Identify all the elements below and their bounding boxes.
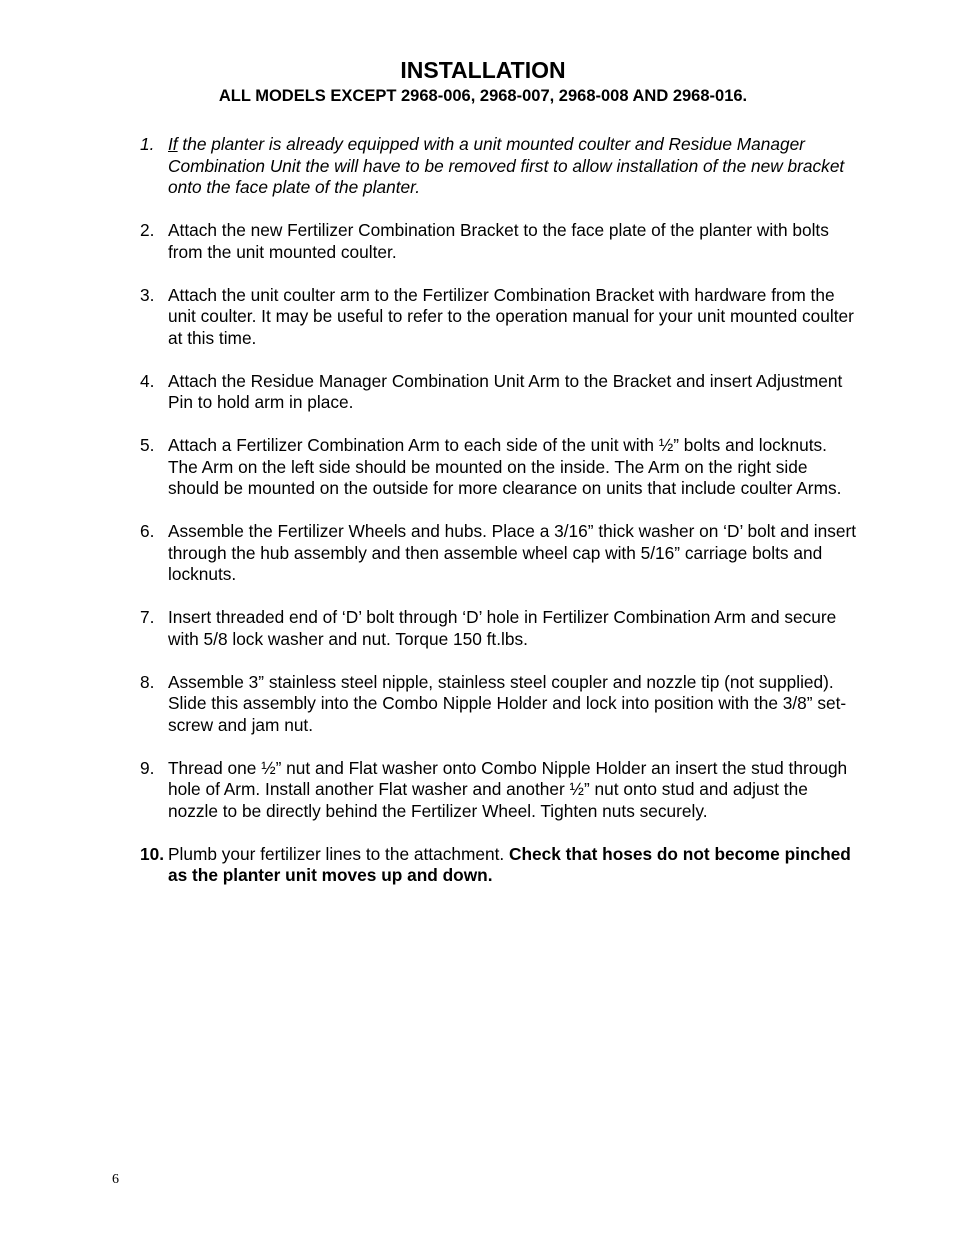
step-text-body: Plumb your fertilizer lines to the attachment. [168,843,509,864]
page-title: INSTALLATION [400,57,566,83]
step-item [0,134,858,199]
step-number: 4. [140,370,155,391]
step-number: 3. [140,284,155,305]
step-text [168,134,844,197]
step-text: Assemble the Fertilizer Wheels and hubs. Place a 3/16” thick washer on ‘D’ bolt and insert through the hub assembly and then assemble wheel cap with 5/16” carriage bolts and locknuts. [168,521,857,584]
step-text: Attach the unit coulter arm to the Fertilizer Combination Bracket with hardware from the unit coulter. It may be useful to refer to the operation manual for your unit mounted coulter at this time. [168,284,854,348]
step-emphasis-word: If [168,134,178,154]
step-number: 1. [140,134,155,154]
step-text: Attach the new Fertilizer Combination Bracket to the face plate of the planter with bolts from the unit mounted coulter. [168,220,829,262]
step-text-body: the planter is already equipped with a unit mounted coulter and Residue Manager Combination Unit the will have to be removed first to allow installation of the new bracket onto the face plate of the planter. [168,134,845,197]
page-subtitle: ALL MODELS EXCEPT 2968-006, 2968-007, 2968-008 AND 2968-016. [218,87,748,105]
installation-steps [0,134,954,908]
step-item [0,371,858,414]
step-number: 8. [140,671,155,692]
step-number: 10. [140,843,165,864]
step-number: 9. [140,757,155,778]
step-item [0,220,858,263]
step-number: 6. [140,521,155,541]
step-item [0,758,858,823]
step-item [0,435,858,500]
step-item [0,844,858,887]
step-item [0,672,858,737]
page-number: 6 [112,1172,119,1187]
step-item [0,521,858,586]
step-number: 5. [140,435,155,455]
step-text: Thread one ½” nut and Flat washer onto Combo Nipple Holder an insert the stud through hole of Arm. Install another Flat washer and another ½” nut onto stud and adjust the nozzle to be directly behind the Fertilizer Wheel. Tighten nuts securely. [168,757,848,821]
step-text: Insert threaded end of ‘D’ bolt through ‘D’ hole in Fertilizer Combination Arm and secure with 5/8 lock washer and nut. Torque 150 ft.lbs. [168,607,837,649]
step-text: Assemble 3” stainless steel nipple, stainless steel coupler and nozzle tip (not supplied). Slide this assembly into the Combo Nipple Holder and lock into position with the 3/8” set-screw and jam nut. [168,671,847,735]
step-number: 2. [140,220,155,240]
step-text: Attach the Residue Manager Combination Unit Arm to the Bracket and insert Adjustment Pin to hold arm in place. [168,370,843,412]
step-text: Attach a Fertilizer Combination Arm to each side of the unit with ½” bolts and locknuts. The Arm on the left side should be mounted on the inside. The Arm on the right side should be mounted on the outside for more clearance on units that include coulter Arms. [168,435,842,498]
step-item [0,607,858,650]
step-warning-text: Check that hoses do not become pinched as the planter unit moves up and down. [168,843,851,885]
step-text [168,844,851,886]
step-number: 7. [140,607,155,627]
step-item [0,285,858,350]
